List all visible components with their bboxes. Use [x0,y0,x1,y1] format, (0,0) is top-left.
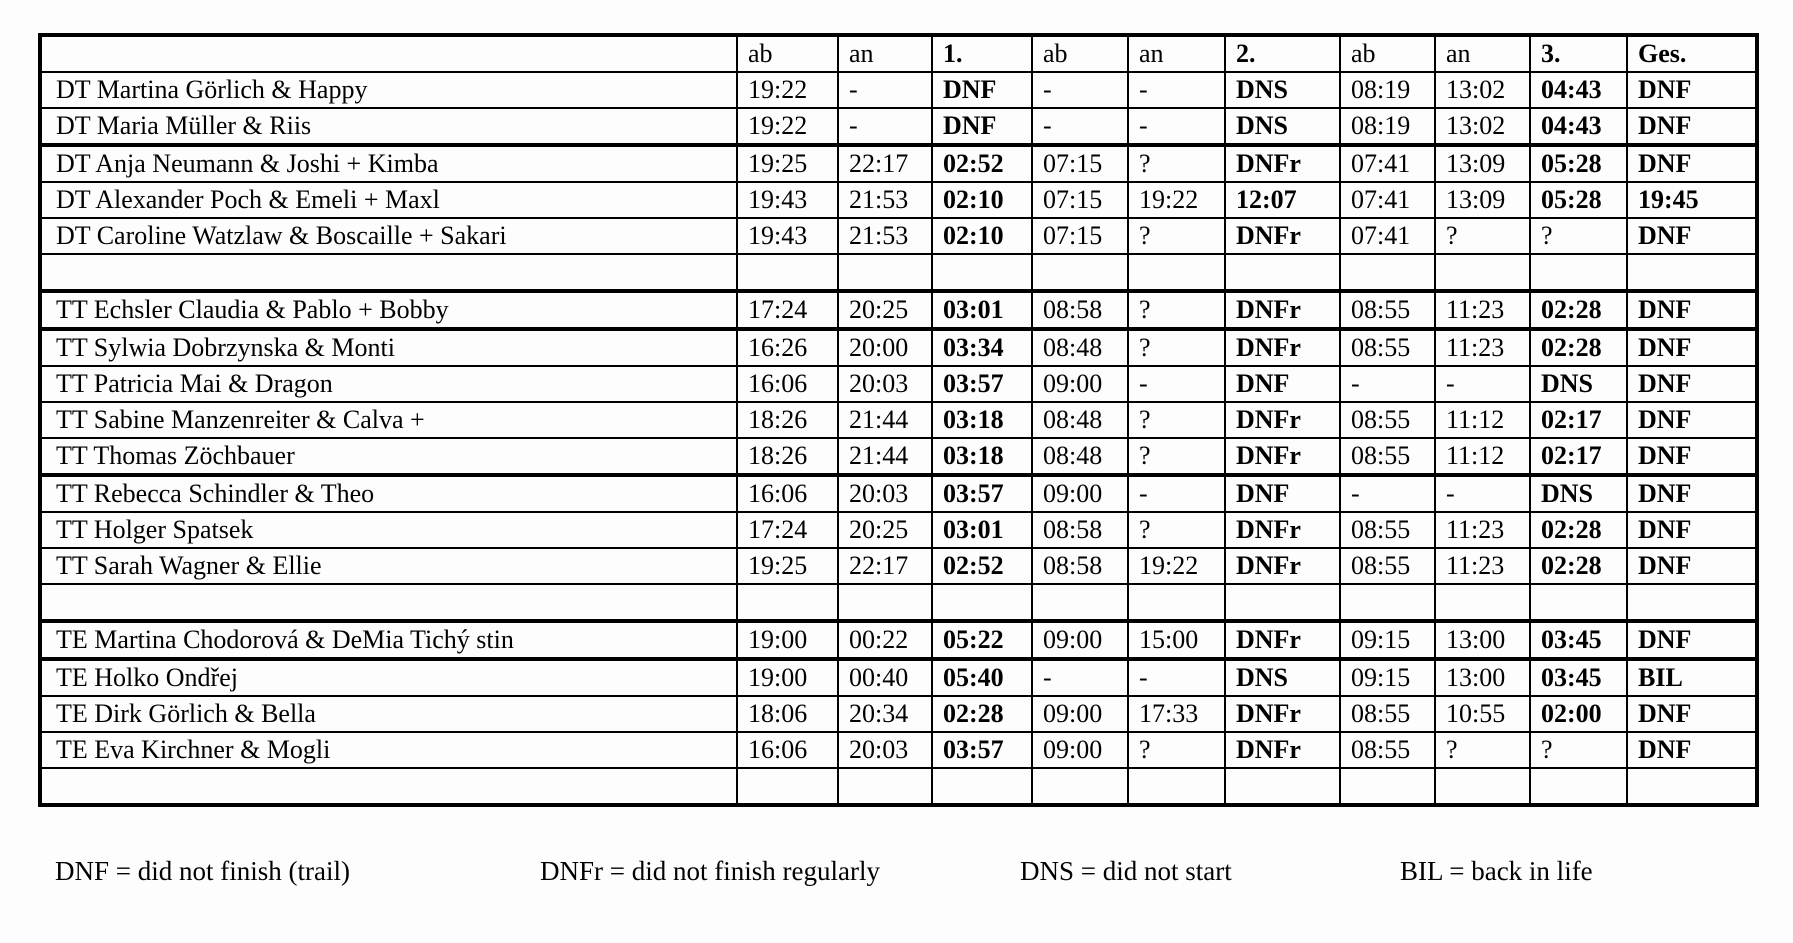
time-cell: ? [1128,329,1225,366]
time-cell [932,254,1032,291]
time-cell: DNFr [1225,512,1340,548]
time-cell: 05:28 [1530,145,1627,182]
time-cell: DNF [1627,291,1757,329]
time-cell: 09:15 [1340,659,1435,696]
time-cell: 00:40 [838,659,932,696]
time-cell [1530,768,1627,805]
time-cell: 03:57 [932,366,1032,402]
name-cell: TT Sabine Manzenreiter & Calva + [40,402,737,438]
time-cell: 16:06 [737,732,838,768]
time-cell: 19:22 [1128,548,1225,584]
time-cell: 13:00 [1435,621,1530,659]
time-cell: ? [1128,291,1225,329]
time-cell: BIL [1627,659,1757,696]
time-cell [1340,768,1435,805]
time-cell: DNS [1225,72,1340,108]
legend [0,856,1793,896]
legend-item-dnfr: DNFr = did not finish regularly [540,856,880,886]
time-cell: - [1128,366,1225,402]
time-cell: 03:57 [932,732,1032,768]
header-row [40,35,1757,72]
time-cell: 13:02 [1435,72,1530,108]
name-cell: TT Sarah Wagner & Ellie [40,548,737,584]
time-cell [1435,768,1530,805]
time-cell: 08:55 [1340,512,1435,548]
time-cell: DNFr [1225,548,1340,584]
name-cell [40,768,737,805]
time-cell: 02:52 [932,145,1032,182]
time-cell: DNF [932,108,1032,145]
table-row [40,182,1757,218]
time-cell: - [1032,659,1128,696]
time-cell: 08:55 [1340,329,1435,366]
time-cell: 07:15 [1032,182,1128,218]
time-cell: 08:55 [1340,291,1435,329]
time-cell: 20:34 [838,696,932,732]
time-cell: 11:23 [1435,512,1530,548]
time-cell: - [838,72,932,108]
time-cell [1627,254,1757,291]
time-cell: 08:55 [1340,732,1435,768]
time-cell: 09:00 [1032,366,1128,402]
time-cell: 09:00 [1032,621,1128,659]
time-cell: 08:55 [1340,696,1435,732]
time-cell: 04:43 [1530,72,1627,108]
time-cell: DNS [1225,108,1340,145]
header-cell-name [40,35,737,72]
time-cell: ? [1128,732,1225,768]
time-cell [1627,584,1757,621]
time-cell: 17:33 [1128,696,1225,732]
time-cell: - [838,108,932,145]
time-cell: 19:43 [737,182,838,218]
table-body [40,72,1757,805]
time-cell: 13:00 [1435,659,1530,696]
time-cell: 21:44 [838,402,932,438]
time-cell: - [1128,475,1225,512]
time-cell [1032,254,1128,291]
time-cell: - [1340,475,1435,512]
time-cell: 02:28 [1530,512,1627,548]
time-cell: 08:58 [1032,291,1128,329]
results-table [38,33,1759,807]
time-cell: - [1435,475,1530,512]
time-cell: ? [1435,732,1530,768]
time-cell: 08:48 [1032,438,1128,475]
time-cell: ? [1128,512,1225,548]
time-cell: 13:09 [1435,182,1530,218]
time-cell: DNF [1627,548,1757,584]
table-row [40,696,1757,732]
name-cell: DT Martina Görlich & Happy [40,72,737,108]
time-cell: DNFr [1225,329,1340,366]
time-cell: 08:48 [1032,402,1128,438]
time-cell: 16:26 [737,329,838,366]
time-cell: ? [1128,402,1225,438]
table-row [40,72,1757,108]
time-cell: 05:22 [932,621,1032,659]
time-cell: DNFr [1225,291,1340,329]
time-cell [838,254,932,291]
name-cell: TE Martina Chodorová & DeMia Tichý stin [40,621,737,659]
name-cell: TT Thomas Zöchbauer [40,438,737,475]
time-cell: 16:06 [737,366,838,402]
time-cell: 13:09 [1435,145,1530,182]
name-cell: TT Sylwia Dobrzynska & Monti [40,329,737,366]
time-cell: DNS [1530,475,1627,512]
time-cell: 10:55 [1435,696,1530,732]
time-cell [838,584,932,621]
time-cell: 19:43 [737,218,838,254]
time-cell [932,584,1032,621]
table-row [40,108,1757,145]
time-cell: DNFr [1225,402,1340,438]
time-cell: 12:07 [1225,182,1340,218]
time-cell [1225,584,1340,621]
time-cell: DNS [1225,659,1340,696]
name-cell: TE Eva Kirchner & Mogli [40,732,737,768]
time-cell: 04:43 [1530,108,1627,145]
time-cell: 00:22 [838,621,932,659]
time-cell [1128,768,1225,805]
time-cell: 08:55 [1340,548,1435,584]
time-cell: 03:45 [1530,621,1627,659]
header-cell: 2. [1225,35,1340,72]
time-cell [932,768,1032,805]
time-cell: DNF [1627,732,1757,768]
time-cell: 20:03 [838,366,932,402]
time-cell: 02:17 [1530,438,1627,475]
time-cell: DNFr [1225,732,1340,768]
time-cell [1225,254,1340,291]
time-cell [1128,254,1225,291]
time-cell: 13:02 [1435,108,1530,145]
time-cell: 03:57 [932,475,1032,512]
time-cell: 07:15 [1032,218,1128,254]
time-cell: 11:23 [1435,548,1530,584]
time-cell: DNF [932,72,1032,108]
time-cell: 07:41 [1340,182,1435,218]
time-cell: 22:17 [838,145,932,182]
time-cell: ? [1128,145,1225,182]
name-cell: DT Anja Neumann & Joshi + Kimba [40,145,737,182]
time-cell: 20:25 [838,512,932,548]
time-cell: 02:52 [932,548,1032,584]
time-cell: 21:53 [838,182,932,218]
time-cell: 08:58 [1032,512,1128,548]
time-cell [737,584,838,621]
header-cell: 1. [932,35,1032,72]
table-row [40,548,1757,584]
time-cell: ? [1128,218,1225,254]
time-cell [1340,584,1435,621]
time-cell: 03:45 [1530,659,1627,696]
time-cell: - [1128,108,1225,145]
time-cell: DNF [1627,329,1757,366]
time-cell: DNFr [1225,621,1340,659]
legend-item-dns: DNS = did not start [1020,856,1232,886]
time-cell: ? [1128,438,1225,475]
table-row [40,291,1757,329]
header-cell: an [838,35,932,72]
time-cell: 05:28 [1530,182,1627,218]
time-cell: ? [1530,218,1627,254]
table-row-spacer [40,254,1757,291]
table-header [40,35,1757,72]
time-cell: 03:18 [932,438,1032,475]
time-cell: 03:18 [932,402,1032,438]
table-row [40,512,1757,548]
time-cell: - [1032,108,1128,145]
table-row [40,732,1757,768]
name-cell: TT Patricia Mai & Dragon [40,366,737,402]
time-cell: 20:00 [838,329,932,366]
time-cell: DNFr [1225,438,1340,475]
time-cell: 16:06 [737,475,838,512]
header-cell: an [1128,35,1225,72]
name-cell: TT Rebecca Schindler & Theo [40,475,737,512]
time-cell: 19:00 [737,659,838,696]
time-cell: 02:28 [1530,291,1627,329]
time-cell: DNF [1627,475,1757,512]
table-row [40,145,1757,182]
time-cell: 08:55 [1340,402,1435,438]
time-cell: 08:19 [1340,108,1435,145]
name-cell: DT Alexander Poch & Emeli + Maxl [40,182,737,218]
time-cell: 20:03 [838,475,932,512]
time-cell: DNF [1627,438,1757,475]
time-cell: 11:23 [1435,329,1530,366]
time-cell: DNF [1225,475,1340,512]
time-cell: 18:26 [737,438,838,475]
time-cell: DNF [1225,366,1340,402]
time-cell: 09:00 [1032,732,1128,768]
header-cell: an [1435,35,1530,72]
time-cell: DNF [1627,366,1757,402]
time-cell: 08:55 [1340,438,1435,475]
time-cell: 19:22 [737,108,838,145]
time-cell: 05:40 [932,659,1032,696]
time-cell: 03:34 [932,329,1032,366]
time-cell: 19:45 [1627,182,1757,218]
legend-item-bil: BIL = back in life [1400,856,1593,886]
time-cell: - [1340,366,1435,402]
time-cell: 11:23 [1435,291,1530,329]
time-cell: DNFr [1225,218,1340,254]
time-cell: DNF [1627,621,1757,659]
table-row-spacer [40,584,1757,621]
time-cell: DNF [1627,696,1757,732]
header-cell: ab [737,35,838,72]
name-cell: TE Dirk Görlich & Bella [40,696,737,732]
time-cell: 17:24 [737,291,838,329]
name-cell [40,254,737,291]
header-cell: Ges. [1627,35,1757,72]
time-cell: ? [1530,732,1627,768]
time-cell [1435,584,1530,621]
time-cell: DNF [1627,402,1757,438]
time-cell: 20:25 [838,291,932,329]
time-cell: 18:26 [737,402,838,438]
header-cell: ab [1340,35,1435,72]
time-cell: 19:22 [737,72,838,108]
time-cell: 08:19 [1340,72,1435,108]
name-cell: TE Holko Ondřej [40,659,737,696]
table-row [40,659,1757,696]
legend-item-dnf: DNF = did not finish (trail) [55,856,350,886]
time-cell [838,768,932,805]
time-cell: DNF [1627,512,1757,548]
header-cell: ab [1032,35,1128,72]
time-cell [1032,768,1128,805]
time-cell: 15:00 [1128,621,1225,659]
time-cell: 21:53 [838,218,932,254]
time-cell: DNS [1530,366,1627,402]
time-cell [1128,584,1225,621]
name-cell [40,584,737,621]
time-cell: DNF [1627,218,1757,254]
time-cell: 07:41 [1340,218,1435,254]
time-cell: 22:17 [838,548,932,584]
time-cell [737,768,838,805]
table-row-spacer [40,768,1757,805]
time-cell [1530,584,1627,621]
time-cell: DNFr [1225,145,1340,182]
time-cell: 02:00 [1530,696,1627,732]
table-row [40,366,1757,402]
time-cell: 08:58 [1032,548,1128,584]
table-row [40,475,1757,512]
name-cell: DT Caroline Watzlaw & Boscaille + Sakari [40,218,737,254]
time-cell: 19:25 [737,145,838,182]
time-cell: 17:24 [737,512,838,548]
time-cell: DNF [1627,145,1757,182]
time-cell: 09:15 [1340,621,1435,659]
time-cell: 11:12 [1435,438,1530,475]
time-cell: 11:12 [1435,402,1530,438]
time-cell: - [1128,72,1225,108]
time-cell: - [1435,366,1530,402]
table-row [40,329,1757,366]
time-cell: 03:01 [932,291,1032,329]
time-cell: 02:28 [1530,329,1627,366]
time-cell: DNF [1627,108,1757,145]
time-cell: ? [1435,218,1530,254]
time-cell: 03:01 [932,512,1032,548]
time-cell: 18:06 [737,696,838,732]
time-cell [1225,768,1340,805]
time-cell: 20:03 [838,732,932,768]
time-cell: - [1032,72,1128,108]
name-cell: TT Holger Spatsek [40,512,737,548]
table-row [40,621,1757,659]
time-cell: 07:41 [1340,145,1435,182]
time-cell: 08:48 [1032,329,1128,366]
time-cell: 09:00 [1032,475,1128,512]
time-cell: 02:17 [1530,402,1627,438]
time-cell [1032,584,1128,621]
time-cell [1435,254,1530,291]
time-cell: 02:10 [932,218,1032,254]
time-cell [737,254,838,291]
table-row [40,438,1757,475]
name-cell: DT Maria Müller & Riis [40,108,737,145]
time-cell [1530,254,1627,291]
time-cell [1340,254,1435,291]
time-cell [1627,768,1757,805]
time-cell: DNF [1627,72,1757,108]
time-cell: - [1128,659,1225,696]
time-cell: 19:25 [737,548,838,584]
time-cell: 19:00 [737,621,838,659]
time-cell: 02:28 [1530,548,1627,584]
time-cell: DNFr [1225,696,1340,732]
time-cell: 19:22 [1128,182,1225,218]
time-cell: 09:00 [1032,696,1128,732]
time-cell: 07:15 [1032,145,1128,182]
time-cell: 21:44 [838,438,932,475]
table-row [40,402,1757,438]
name-cell: TT Echsler Claudia & Pablo + Bobby [40,291,737,329]
time-cell: 02:28 [932,696,1032,732]
table-row [40,218,1757,254]
time-cell: 02:10 [932,182,1032,218]
header-cell: 3. [1530,35,1627,72]
